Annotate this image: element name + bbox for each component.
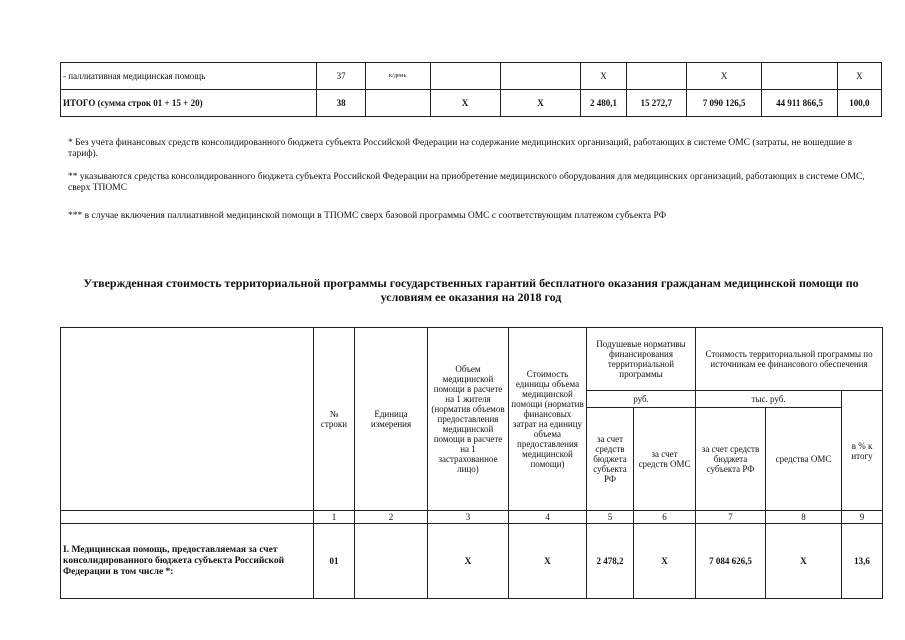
cell-cost: X xyxy=(500,90,581,117)
cell-volume: X xyxy=(430,90,500,117)
column-number: 3 xyxy=(428,511,509,524)
column-number: 6 xyxy=(634,511,696,524)
row-name: ИТОГО (сумма строк 01 + 15 + 20) xyxy=(61,90,317,117)
column-number: 4 xyxy=(509,511,587,524)
cell-total-pct: 13,6 xyxy=(842,524,883,599)
column-number: 2 xyxy=(355,511,428,524)
row-number: 37 xyxy=(317,63,365,90)
column-number: 8 xyxy=(766,511,842,524)
column-number: 1 xyxy=(314,511,355,524)
cell-total-oms: X xyxy=(766,524,842,599)
header-total-oms: средства ОМС xyxy=(766,408,842,511)
cell-total-oms xyxy=(762,63,837,90)
header-total: Стоимость территориальной программы по источникам ее финансового обеспечения xyxy=(696,328,883,391)
table-row xyxy=(61,524,883,599)
header-percapita-budget: за счет средств бюджета субъекта РФ xyxy=(587,408,634,511)
header-percapita-unit: руб. xyxy=(587,391,696,408)
table-row xyxy=(61,63,882,90)
header-unit: Единица измерения xyxy=(355,328,428,511)
cell-percap-budget: X xyxy=(581,63,626,90)
cell-percap-budget: 2 480,1 xyxy=(581,90,626,117)
cell-cost: X xyxy=(509,524,587,599)
cell-total-pct: X xyxy=(837,63,881,90)
header-row xyxy=(61,328,883,391)
cell-total-budget: 7 084 626,5 xyxy=(696,524,766,599)
header-volume: Объем медицинской помощи в расчете на 1 жителя (норматив объемов предоставления медицинской помощи в расчете на 1 застрахованное лицо) xyxy=(428,328,509,511)
cell-total-budget: X xyxy=(686,63,761,90)
header-total-unit: тыс. руб. xyxy=(696,391,842,408)
column-number: 5 xyxy=(587,511,634,524)
cell-total-oms: 44 911 866,5 xyxy=(762,90,837,117)
row-unit xyxy=(365,90,430,117)
header-number: № строки xyxy=(314,328,355,511)
cell-cost xyxy=(500,63,581,90)
column-number-blank xyxy=(61,511,314,524)
cell-percap-oms: 15 272,7 xyxy=(626,90,686,117)
cell-percap-oms: X xyxy=(634,524,696,599)
row-number: 38 xyxy=(317,90,365,117)
row-number: 01 xyxy=(314,524,355,599)
row-unit xyxy=(355,524,428,599)
footnote-3: *** в случае включения паллиативной медицинской помощи в ТПОМС сверх базовой программы ОМС с соответствующим платежом субъекта РФ xyxy=(68,211,667,221)
row-name: - паллиативная медицинская помощь xyxy=(61,63,317,90)
header-percapita: Подушевые нормативы финансирования территориальной программы xyxy=(587,328,696,391)
cell-volume: X xyxy=(428,524,509,599)
column-number: 9 xyxy=(842,511,883,524)
header-total-pct: в % к итогу xyxy=(842,391,883,511)
cell-percap-oms xyxy=(626,63,686,90)
footnote-1: * Без учета финансовых средств консолидированного бюджета субъекта Российской Федерации на содержание медицинских организаций, работающих в системе ОМС (затраты, не вошедшие в тариф). xyxy=(68,138,853,159)
cell-total-budget: 7 090 126,5 xyxy=(686,90,761,117)
cell-percap-budget: 2 478,2 xyxy=(587,524,634,599)
table-row xyxy=(61,90,882,117)
row-unit: к/день xyxy=(365,63,430,90)
column-number: 7 xyxy=(696,511,766,524)
header-blank xyxy=(61,328,314,511)
header-total-budget: за счет средств бюджета субъекта РФ xyxy=(696,408,766,511)
header-percapita-oms: за счет средств ОМС xyxy=(634,408,696,511)
row-name: I. Медицинская помощь, предоставляемая за счет консолидированного бюджета субъекта Российской Федерации в том числе *: xyxy=(61,524,314,599)
header-cost: Стоимость единицы объема медицинской помощи (норматив финансовых затрат на единицу объема предоставления медицинской помощи) xyxy=(509,328,587,511)
column-number-row xyxy=(61,511,883,524)
page-title: Утвержденная стоимость территориальной программы государственных гарантий бесплатного оказания гражданам медицинской помощи по условиям ее оказания на 2018 год xyxy=(83,276,859,304)
top-table xyxy=(60,62,882,117)
cell-total-pct: 100,0 xyxy=(837,90,881,117)
main-table xyxy=(60,327,883,599)
cell-volume xyxy=(430,63,500,90)
footnote-2: ** указываются средства консолидированного бюджета субъекта Российской Федерации на приобретение медицинского оборудования для медицинских организаций, работающих в системе ОМС, сверх ТПОМС xyxy=(68,172,865,193)
